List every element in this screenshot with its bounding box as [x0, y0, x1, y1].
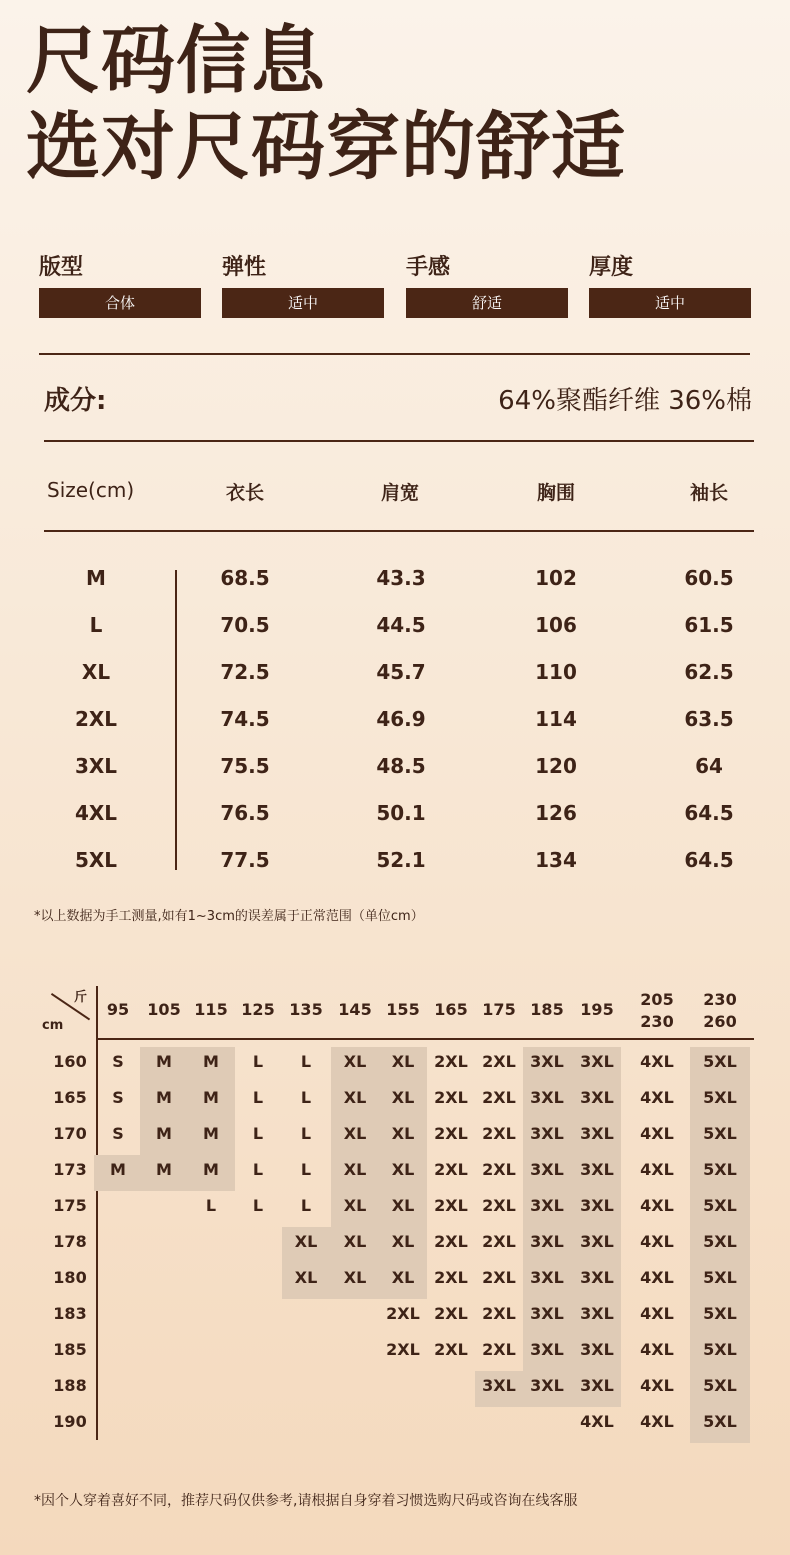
recommended-size: 2XL: [482, 1340, 516, 1359]
recommended-size: S: [112, 1088, 124, 1107]
shoulder-cell: 46.9: [376, 707, 426, 731]
recommended-size: 5XL: [703, 1268, 737, 1287]
height-label: 188: [53, 1376, 87, 1395]
shoulder-header: 肩宽: [380, 482, 419, 504]
recommended-size: 3XL: [530, 1340, 564, 1359]
composition-value: 64%聚酯纤维 36%棉: [498, 386, 752, 416]
recommended-size: 4XL: [640, 1052, 674, 1071]
weight-header: 195: [580, 1000, 614, 1019]
attribute-label: 厚度: [589, 255, 634, 280]
weight-header: 115: [194, 1000, 228, 1019]
size-cell: 2XL: [74, 707, 118, 731]
recommended-size: 2XL: [386, 1304, 420, 1323]
shoulder-cell: 43.3: [376, 566, 426, 590]
size-row: [0, 660, 790, 690]
weight-header: 145: [338, 1000, 372, 1019]
sleeve-cell: 63.5: [684, 707, 734, 731]
recommended-size: XL: [343, 1088, 367, 1107]
attribute-label: 弹性: [222, 255, 267, 280]
recommended-size: 2XL: [386, 1340, 420, 1359]
weight-header: 105: [147, 1000, 181, 1019]
recommended-size: L: [300, 1196, 312, 1215]
recommended-size: XL: [343, 1160, 367, 1179]
recommended-size: 4XL: [640, 1304, 674, 1323]
recommended-size: 3XL: [482, 1376, 516, 1395]
recommended-size: 2XL: [482, 1268, 516, 1287]
weight-unit: 斤: [74, 990, 88, 1005]
recommended-size: L: [205, 1196, 217, 1215]
recommended-size: 3XL: [530, 1304, 564, 1323]
recommended-size: 3XL: [580, 1232, 614, 1251]
recommended-size: XL: [294, 1268, 318, 1287]
recommended-size: 4XL: [580, 1412, 614, 1431]
composition-label: 成分:: [44, 386, 107, 416]
recommended-size: 3XL: [580, 1052, 614, 1071]
recommended-size: M: [203, 1160, 219, 1179]
recommended-size: XL: [391, 1160, 415, 1179]
sleeve-cell: 64.5: [684, 801, 734, 825]
recommended-size: L: [300, 1088, 312, 1107]
divider: [44, 440, 754, 442]
recommended-size: 2XL: [482, 1196, 516, 1215]
chest-cell: 102: [535, 566, 577, 590]
recommended-size: 4XL: [640, 1340, 674, 1359]
attribute-thickness: [589, 254, 751, 318]
recommended-size: L: [300, 1052, 312, 1071]
attribute-value: 舒适: [406, 288, 568, 318]
recommended-size: M: [156, 1088, 172, 1107]
height-label: 180: [53, 1268, 87, 1287]
height-label: 178: [53, 1232, 87, 1251]
recommended-size: L: [252, 1196, 264, 1215]
recommended-size: XL: [391, 1268, 415, 1287]
height-label: 175: [53, 1196, 87, 1215]
recommended-size: 3XL: [580, 1124, 614, 1143]
recommended-size: 4XL: [640, 1376, 674, 1395]
recommended-size: XL: [343, 1268, 367, 1287]
recommended-size: 4XL: [640, 1268, 674, 1287]
recommended-size: XL: [294, 1232, 318, 1251]
recommended-size: 3XL: [580, 1196, 614, 1215]
sleeve-cell: 60.5: [684, 566, 734, 590]
weight-header: 230 260: [703, 990, 737, 1031]
attribute-label: 版型: [39, 255, 84, 280]
weight-header: 135: [289, 1000, 323, 1019]
recommend-header-rule: [96, 1038, 754, 1040]
recommended-size: 3XL: [530, 1376, 564, 1395]
size-cell: 4XL: [74, 801, 118, 825]
recommended-size: 3XL: [580, 1160, 614, 1179]
recommended-size: 5XL: [703, 1304, 737, 1323]
measure-note: *以上数据为手工测量,如有1~3cm的误差属于正常范围（单位cm）: [34, 909, 424, 924]
chest-cell: 120: [535, 754, 577, 778]
recommended-size: 5XL: [703, 1340, 737, 1359]
recommended-size: XL: [343, 1232, 367, 1251]
size-row: [0, 707, 790, 737]
size-row: [0, 848, 790, 878]
shoulder-cell: 45.7: [376, 660, 426, 684]
recommended-size: 2XL: [434, 1304, 468, 1323]
size-row: [0, 613, 790, 643]
attribute-value: 合体: [39, 288, 201, 318]
weight-header: 155: [386, 1000, 420, 1019]
recommended-size: 3XL: [530, 1052, 564, 1071]
divider: [39, 353, 750, 355]
weight-header: 95: [106, 1000, 130, 1019]
recommended-size: 3XL: [530, 1088, 564, 1107]
recommended-size: 3XL: [530, 1124, 564, 1143]
weight-header: 125: [241, 1000, 275, 1019]
recommended-size: 2XL: [434, 1232, 468, 1251]
recommended-size: 3XL: [580, 1304, 614, 1323]
attribute-feel: [406, 254, 568, 318]
recommended-size: 5XL: [703, 1124, 737, 1143]
recommended-size: L: [252, 1088, 264, 1107]
recommended-size: 3XL: [580, 1268, 614, 1287]
attribute-label: 手感: [406, 255, 451, 280]
recommended-size: 2XL: [434, 1268, 468, 1287]
recommended-size: 3XL: [580, 1088, 614, 1107]
weight-header: 175: [482, 1000, 516, 1019]
weight-header: 205 230: [640, 990, 674, 1031]
recommended-size: 5XL: [703, 1088, 737, 1107]
sleeve-cell: 64.5: [684, 848, 734, 872]
height-label: 160: [53, 1052, 87, 1071]
recommended-size: L: [252, 1052, 264, 1071]
length-cell: 72.5: [220, 660, 270, 684]
attribute-value: 适中: [589, 288, 751, 318]
recommended-size: XL: [343, 1124, 367, 1143]
height-label: 183: [53, 1304, 87, 1323]
recommended-size: M: [203, 1124, 219, 1143]
recommended-size: 4XL: [640, 1196, 674, 1215]
recommended-size: 3XL: [530, 1196, 564, 1215]
length-cell: 68.5: [220, 566, 270, 590]
sleeve-header: 袖长: [689, 482, 728, 504]
chest-cell: 126: [535, 801, 577, 825]
recommended-size: M: [156, 1124, 172, 1143]
size-row: [0, 801, 790, 831]
sleeve-cell: 64: [695, 754, 723, 778]
page-subtitle: 选对尺码穿的舒适: [26, 104, 626, 190]
size-cell: 5XL: [74, 848, 118, 872]
recommended-size: L: [300, 1124, 312, 1143]
recommended-size: 5XL: [703, 1196, 737, 1215]
shoulder-cell: 52.1: [376, 848, 426, 872]
height-label: 170: [53, 1124, 87, 1143]
recommended-size: 4XL: [640, 1232, 674, 1251]
recommended-size: XL: [343, 1196, 367, 1215]
recommended-size: 4XL: [640, 1160, 674, 1179]
chest-cell: 106: [535, 613, 577, 637]
recommended-size: 5XL: [703, 1232, 737, 1251]
recommended-size: L: [252, 1124, 264, 1143]
recommended-size: 2XL: [482, 1160, 516, 1179]
recommended-size: M: [203, 1052, 219, 1071]
recommended-size: 5XL: [703, 1412, 737, 1431]
height-label: 165: [53, 1088, 87, 1107]
weight-header: 165: [434, 1000, 468, 1019]
length-cell: 70.5: [220, 613, 270, 637]
height-label: 173: [53, 1160, 87, 1179]
shoulder-cell: 50.1: [376, 801, 426, 825]
recommended-size: 2XL: [482, 1232, 516, 1251]
recommended-size: M: [156, 1160, 172, 1179]
recommended-size: 3XL: [580, 1376, 614, 1395]
height-unit: cm: [42, 1018, 64, 1033]
recommended-size: M: [110, 1160, 126, 1179]
recommended-size: XL: [343, 1052, 367, 1071]
chest-cell: 110: [535, 660, 577, 684]
recommended-size: XL: [391, 1232, 415, 1251]
recommended-size: S: [112, 1124, 124, 1143]
recommended-size: 2XL: [482, 1052, 516, 1071]
recommended-size: 2XL: [434, 1052, 468, 1071]
recommended-size: 2XL: [434, 1196, 468, 1215]
height-label: 190: [53, 1412, 87, 1431]
recommended-size: 2XL: [482, 1124, 516, 1143]
chest-cell: 134: [535, 848, 577, 872]
recommended-size: 2XL: [434, 1088, 468, 1107]
length-cell: 76.5: [220, 801, 270, 825]
weight-header: 185: [530, 1000, 564, 1019]
length-cell: 77.5: [220, 848, 270, 872]
length-cell: 75.5: [220, 754, 270, 778]
recommended-size: 3XL: [530, 1160, 564, 1179]
recommended-size: 3XL: [530, 1232, 564, 1251]
divider: [44, 530, 754, 532]
attribute-elasticity: [222, 254, 384, 318]
recommended-size: 4XL: [640, 1412, 674, 1431]
recommended-size: XL: [391, 1124, 415, 1143]
attribute-fit: [39, 254, 201, 318]
size-row: [0, 566, 790, 596]
recommended-size: 5XL: [703, 1376, 737, 1395]
size-cell: 3XL: [74, 754, 118, 778]
recommended-size: 2XL: [482, 1088, 516, 1107]
recommended-size: M: [203, 1088, 219, 1107]
size-cell: M: [86, 566, 106, 590]
recommended-size: XL: [391, 1052, 415, 1071]
recommended-size: 4XL: [640, 1088, 674, 1107]
length-cell: 74.5: [220, 707, 270, 731]
size-cell: XL: [81, 660, 111, 684]
page-title: 尺码信息: [26, 18, 326, 104]
recommended-size: 4XL: [640, 1124, 674, 1143]
height-label: 185: [53, 1340, 87, 1359]
recommended-size: 5XL: [703, 1052, 737, 1071]
shoulder-cell: 44.5: [376, 613, 426, 637]
recommended-size: M: [156, 1052, 172, 1071]
recommended-size: L: [252, 1160, 264, 1179]
sleeve-cell: 62.5: [684, 660, 734, 684]
chest-cell: 114: [535, 707, 577, 731]
attribute-value: 适中: [222, 288, 384, 318]
chest-header: 胸围: [536, 482, 575, 504]
recommended-size: 2XL: [482, 1304, 516, 1323]
recommended-size: 3XL: [580, 1340, 614, 1359]
recommended-size: 2XL: [434, 1124, 468, 1143]
length-header: 衣长: [225, 482, 264, 504]
recommended-size: L: [300, 1160, 312, 1179]
recommended-size: 2XL: [434, 1160, 468, 1179]
sleeve-cell: 61.5: [684, 613, 734, 637]
recommended-size: 3XL: [530, 1268, 564, 1287]
size-header: Size(cm): [47, 478, 135, 502]
size-cell: L: [89, 613, 103, 637]
recommended-size: XL: [391, 1088, 415, 1107]
recommended-size: XL: [391, 1196, 415, 1215]
recommended-size: 2XL: [434, 1340, 468, 1359]
recommended-size: 5XL: [703, 1160, 737, 1179]
recommended-size: S: [112, 1052, 124, 1071]
size-row: [0, 754, 790, 784]
shoulder-cell: 48.5: [376, 754, 426, 778]
footer-note: *因个人穿着喜好不同，推荐尺码仅供参考,请根据自身穿着习惯选购尺码或咨询在线客服: [34, 1493, 578, 1509]
